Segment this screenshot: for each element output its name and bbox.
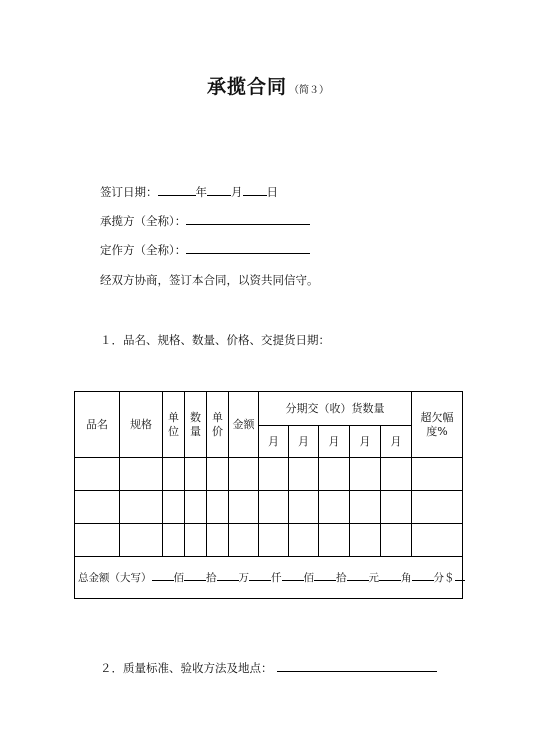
table-cell[interactable] <box>381 524 412 557</box>
table-cell[interactable] <box>185 524 207 557</box>
total-unit: 万 <box>238 572 249 584</box>
orderer-line <box>100 242 310 258</box>
table-cell[interactable] <box>207 524 229 557</box>
table-cell[interactable] <box>207 491 229 524</box>
table-cell[interactable] <box>207 458 229 491</box>
header-name: 品名 <box>75 392 120 458</box>
total-blank[interactable] <box>455 570 465 581</box>
header-month-5: 月 <box>381 426 412 458</box>
day-blank[interactable] <box>243 184 267 196</box>
table-cell[interactable] <box>120 458 163 491</box>
total-unit: 角 <box>401 572 412 584</box>
total-blank[interactable] <box>152 570 174 581</box>
table-cell[interactable] <box>381 491 412 524</box>
table-cell[interactable] <box>163 491 185 524</box>
title-sub: （简３） <box>289 85 329 96</box>
table-cell[interactable] <box>163 458 185 491</box>
quality-blank[interactable] <box>277 660 437 672</box>
table-cell[interactable] <box>120 524 163 557</box>
header-unit: 单位 <box>163 392 185 458</box>
header-spec: 规格 <box>120 392 163 458</box>
total-blank[interactable] <box>282 570 304 581</box>
header-amount: 金额 <box>229 392 259 458</box>
table-cell[interactable] <box>412 524 463 557</box>
agreement-text: 经双方协商，签订本合同，以资共同信守。 <box>100 273 319 287</box>
header-delivery: 分期交（收）货数量 <box>259 392 412 426</box>
total-blank[interactable] <box>347 570 369 581</box>
total-unit: 佰 <box>173 572 184 584</box>
table-cell[interactable] <box>319 524 350 557</box>
section-2-heading: ２．质量标准、验收方法及地点： <box>100 661 273 675</box>
section-2-line <box>100 660 437 676</box>
table-cell[interactable] <box>289 458 319 491</box>
goods-table <box>74 391 463 599</box>
title-main: 承揽合同 <box>206 76 287 98</box>
total-row <box>75 557 463 599</box>
total-blank[interactable] <box>412 570 434 581</box>
year-blank[interactable] <box>158 184 196 196</box>
header-month-2: 月 <box>289 426 319 458</box>
total-unit: 佰 <box>303 572 314 584</box>
table-cell[interactable] <box>229 491 259 524</box>
table-cell[interactable] <box>163 524 185 557</box>
total-unit: 元 <box>368 572 379 584</box>
table-cell[interactable] <box>120 491 163 524</box>
header-price: 单价 <box>207 392 229 458</box>
table-row <box>75 491 463 524</box>
table-cell[interactable] <box>350 458 381 491</box>
table-cell[interactable] <box>259 524 289 557</box>
table-cell[interactable] <box>412 491 463 524</box>
table-cell[interactable] <box>289 491 319 524</box>
header-qty: 数量 <box>185 392 207 458</box>
page-title <box>0 72 536 99</box>
table-cell[interactable] <box>229 524 259 557</box>
table-cell[interactable] <box>185 458 207 491</box>
total-unit: 分＄ <box>433 572 455 584</box>
table-cell[interactable] <box>259 491 289 524</box>
table-cell[interactable] <box>412 458 463 491</box>
table-cell[interactable] <box>350 491 381 524</box>
month-label: 月 <box>231 185 243 199</box>
table-cell[interactable] <box>75 458 120 491</box>
total-blank[interactable] <box>314 570 336 581</box>
total-amount-cell[interactable] <box>75 557 463 599</box>
table-row <box>75 458 463 491</box>
total-unit: 仟 <box>271 572 282 584</box>
section-1-heading: １．品名、规格、数量、价格、交提货日期： <box>100 333 330 347</box>
table-cell[interactable] <box>350 524 381 557</box>
total-blank[interactable] <box>379 570 401 581</box>
table-cell[interactable] <box>229 458 259 491</box>
header-over: 超欠幅度% <box>412 392 463 458</box>
header-month-3: 月 <box>319 426 350 458</box>
table-cell[interactable] <box>289 524 319 557</box>
month-blank[interactable] <box>207 184 231 196</box>
day-label: 日 <box>266 185 278 199</box>
total-label: 总金额（大写） <box>78 572 152 584</box>
sign-date-label: 签订日期： <box>100 185 158 199</box>
table-cell[interactable] <box>381 458 412 491</box>
table-cell[interactable] <box>319 458 350 491</box>
table-cell[interactable] <box>319 491 350 524</box>
table-cell[interactable] <box>185 491 207 524</box>
table-cell[interactable] <box>75 491 120 524</box>
year-label: 年 <box>195 185 207 199</box>
total-blank[interactable] <box>249 570 271 581</box>
contractor-blank[interactable] <box>186 213 310 225</box>
orderer-label: 定作方（全称）： <box>100 243 187 257</box>
table-cell[interactable] <box>259 458 289 491</box>
header-month-1: 月 <box>259 426 289 458</box>
total-unit: 拾 <box>206 572 217 584</box>
total-blank[interactable] <box>217 570 239 581</box>
header-month-4: 月 <box>350 426 381 458</box>
table-row <box>75 524 463 557</box>
orderer-blank[interactable] <box>186 242 310 254</box>
sign-date-line <box>100 184 278 200</box>
total-blank[interactable] <box>184 570 206 581</box>
total-unit: 拾 <box>336 572 347 584</box>
contractor-line <box>100 213 310 229</box>
table-cell[interactable] <box>75 524 120 557</box>
contractor-label: 承揽方（全称）： <box>100 214 187 228</box>
